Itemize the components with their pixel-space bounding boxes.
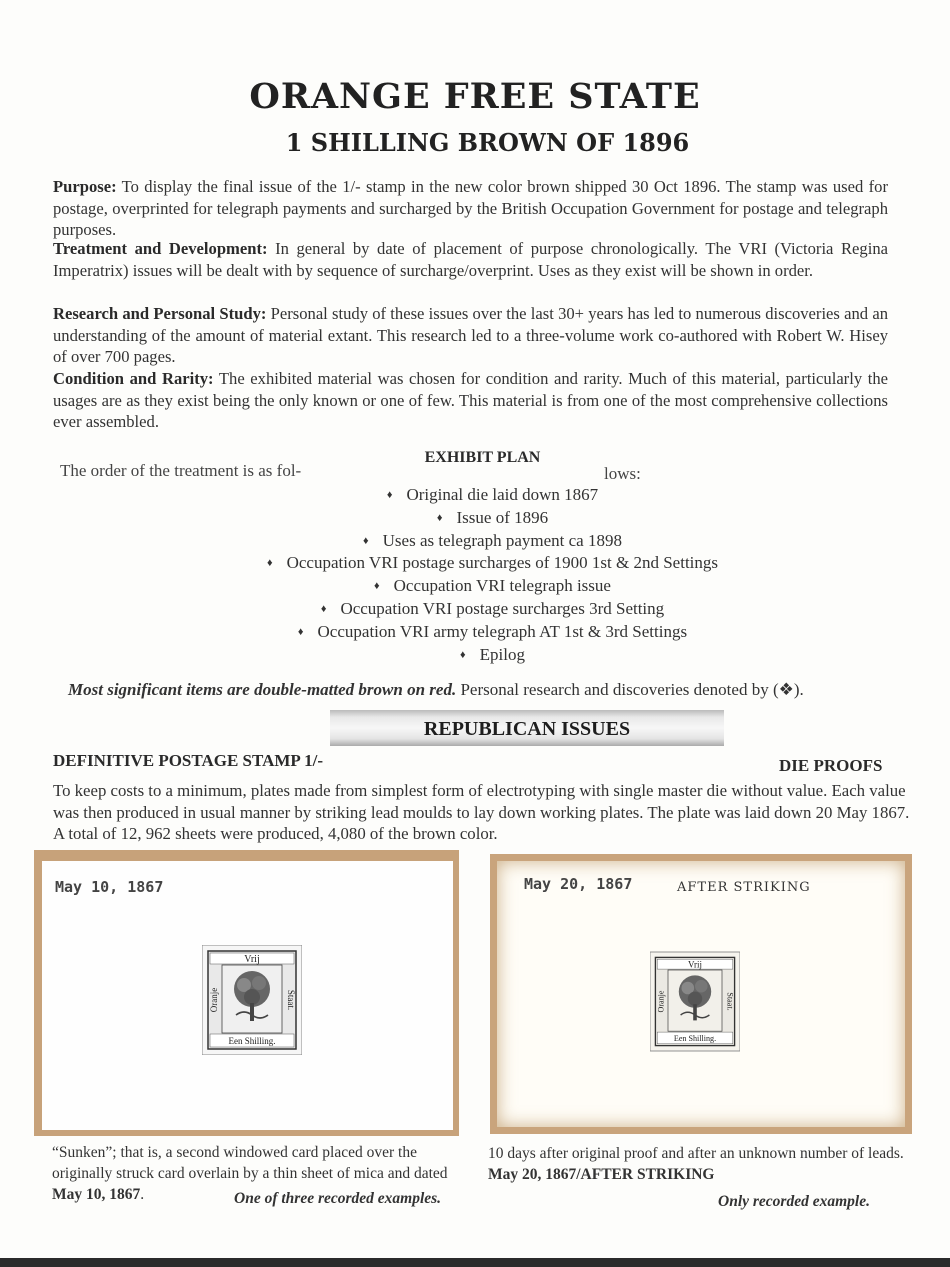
after-striking-text: AFTER STRIKING: [677, 880, 811, 895]
stamp-proof-2: [650, 949, 740, 1054]
research-text: Personal study of these issues over the last 30+ years has led to numerous discoveries and an understanding of the amount of material extant. This research led to a three-volume work co-authored with Robert W. Hisey of over 700 pages.: [53, 304, 888, 366]
proof-card-2: [490, 854, 912, 1134]
research-paragraph: [53, 303, 888, 368]
scan-edge-bar: [0, 1258, 950, 1267]
stamp-top-text: Vrij: [688, 959, 702, 970]
purpose-label: Purpose:: [53, 177, 117, 196]
bullet-icon: ♦: [436, 511, 443, 524]
proof-1-date: May 10, 1867: [55, 878, 164, 896]
proof-1-note: One of three recorded examples.: [234, 1190, 442, 1207]
bullet-icon: ♦: [363, 534, 369, 547]
plan-item: ♦ Uses as telegraph payment ca 1898: [363, 530, 622, 550]
condition-label: Condition and Rarity:: [53, 369, 214, 388]
definitive-heading: DEFINITIVE POSTAGE STAMP 1/-: [53, 751, 323, 770]
proof-2-caption-date: May 20, 1867/AFTER STRIKING: [488, 1166, 715, 1183]
bullet-icon: ♦: [374, 580, 380, 593]
bullet-icon: ♦: [266, 557, 273, 570]
significance-italic: Most significant items are double-matted brown on red.: [68, 680, 457, 699]
bullet-icon: ♦: [386, 489, 393, 501]
stamp-proof-1: [202, 945, 302, 1055]
stamp-bottom-text: Een Shilling.: [228, 1036, 276, 1046]
proof-card-1-inner: [42, 861, 453, 1130]
proof-2-note: Only recorded example.: [718, 1193, 870, 1210]
plan-item: ♦ Issue of 1896: [436, 507, 549, 527]
plan-item: ♦ Epilog: [460, 644, 525, 664]
plan-item: ♦ Original die laid down 1867: [386, 485, 599, 504]
definitive-text: To keep costs to a minimum, plates made from simplest form of electrotyping with single master die without value. Each value was then produced in usual manner by striking lead moulds to lay down working plates. The plate was laid down 20 May 1867. A total of 12, 962 sheets were produced, 4,080 of the brown color.: [53, 781, 910, 843]
order-text-right: lows:: [604, 464, 641, 483]
exhibit-plan-list: [0, 484, 950, 666]
bullet-icon: ♦: [297, 625, 304, 638]
section-banner: REPUBLICAN ISSUES: [330, 710, 724, 746]
purpose-paragraph: [53, 176, 888, 241]
page-title: ORANGE FREE STATE: [249, 76, 701, 117]
treatment-label: Treatment and Development:: [53, 239, 268, 258]
plan-item: ♦ Occupation VRI army telegraph AT 1st & 3rd Settings: [297, 621, 688, 641]
stamp-left-text: Oranje: [656, 990, 666, 1013]
proof-1-caption-date: May 10, 1867: [52, 1186, 141, 1203]
treatment-text: In general by date of placement of purpose chronologically. The VRI (Victoria Regina Imperatrix) issues will be dealt with by sequence of surcharge/overprint. Uses as they exist will be shown in order.: [53, 239, 888, 280]
plan-item: ♦ Occupation VRI postage surcharges of 1900 1st & 2nd Settings: [266, 553, 719, 573]
proof-1-caption: “Sunken”; that is, a second windowed card placed over the originally struck card overlain by a thin sheet of mica and dated May 10, 1867.: [52, 1144, 448, 1203]
proof-card-2-inner: [497, 861, 905, 1127]
stamp-bottom-text: Een Shilling.: [673, 1034, 717, 1044]
bullet-icon: ♦: [320, 602, 327, 615]
proof-card-1: [34, 850, 459, 1136]
stamp-top-text: Vrij: [244, 954, 260, 965]
stamp-left-text: Oranje: [209, 987, 219, 1013]
condition-paragraph: [53, 368, 888, 433]
page-subtitle: 1 SHILLING BROWN OF 1896: [285, 128, 690, 157]
significance-note: [68, 680, 804, 700]
significance-rest: Personal research and discoveries denoted by (❖).: [456, 680, 804, 699]
die-proofs-heading: DIE PROOFS: [779, 756, 883, 775]
proof-2-caption: 10 days after original proof and after an unknown number of leads. May 20, 1867/AFTER STRIKING: [488, 1145, 904, 1183]
treatment-paragraph: [53, 238, 888, 281]
plan-item: ♦ Occupation VRI telegraph issue: [374, 576, 611, 596]
proof-2-date: May 20, 1867: [524, 875, 633, 893]
order-text-left: The order of the treatment is as fol-: [60, 461, 302, 480]
research-label: Research and Personal Study:: [53, 304, 267, 323]
bullet-icon: ♦: [460, 648, 466, 661]
condition-text: The exhibited material was chosen for condition and rarity. Much of this material, particularly the usages are as they exist being the only known or one of few. This material is from one of the most comprehensive collections ever assembled.: [53, 369, 888, 431]
stamp-right-text: Staat.: [286, 989, 296, 1011]
plan-item: ♦ Occupation VRI postage surcharges 3rd Setting: [320, 598, 665, 618]
purpose-text: To display the final issue of the 1/- stamp in the new color brown shipped 30 Oct 1896. The stamp was used for postage, overprinted for telegraph payments and surcharged by the British Occupation Government for postage and telegraph purposes.: [53, 177, 888, 239]
exhibit-plan-heading: EXHIBIT PLAN: [424, 449, 541, 466]
stamp-right-text: Staat.: [725, 992, 735, 1011]
